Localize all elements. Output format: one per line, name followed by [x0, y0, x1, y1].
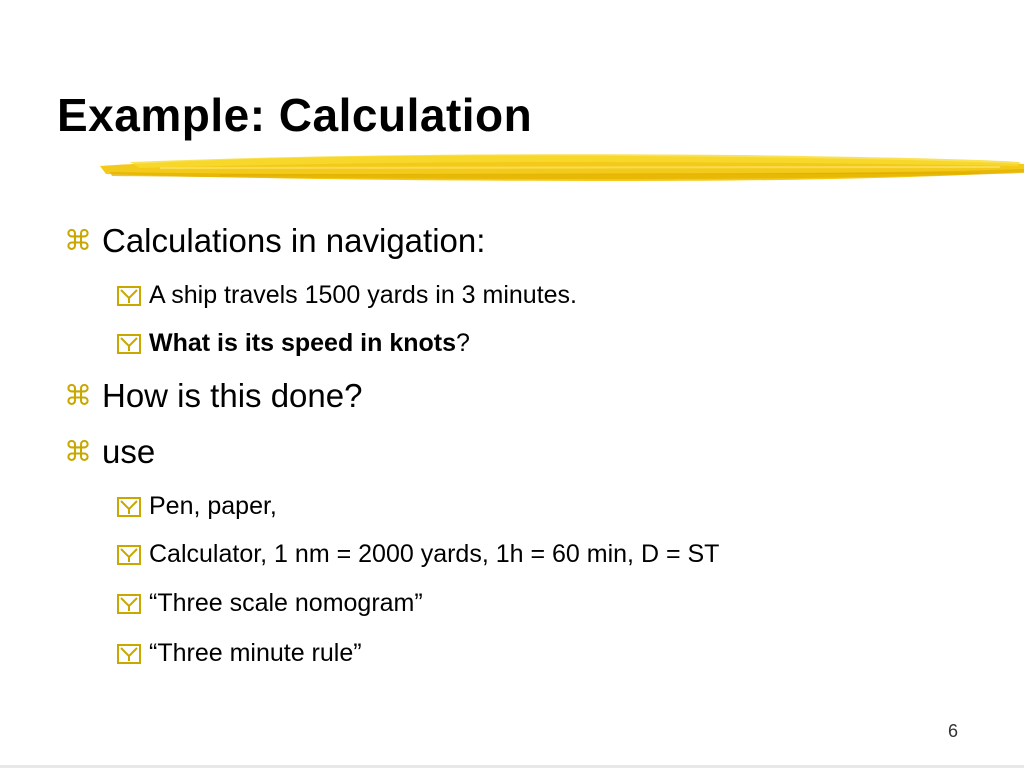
- sub-bullet-text: “Three scale nomogram”: [149, 589, 423, 617]
- sub-bullet-item: [117, 589, 423, 618]
- sub-bullet-item: [117, 639, 362, 668]
- command-key-icon: ⌘: [64, 379, 92, 412]
- sub-bullet-item: [117, 281, 577, 310]
- bullet-item: [64, 433, 155, 471]
- command-key-icon: ⌘: [64, 435, 92, 468]
- page-number: 6: [947, 721, 958, 741]
- sub-bullet-text: A ship travels 1500 yards in 3 minutes.: [149, 281, 578, 309]
- bullet-item: [64, 222, 485, 260]
- bullet-item: [64, 377, 362, 415]
- sub-bullet-text: ?: [456, 329, 470, 357]
- sub-bullet-item: [117, 492, 277, 521]
- slide-title: Example: Calculation: [57, 89, 533, 141]
- bullet-text: Calculations in navigation:: [102, 222, 486, 259]
- checkbox-icon: [117, 545, 141, 565]
- bullet-text: How is this done?: [102, 377, 363, 414]
- checkbox-icon: [117, 334, 141, 354]
- checkbox-icon: [117, 594, 141, 614]
- command-key-icon: ⌘: [64, 224, 92, 257]
- checkbox-icon: [117, 497, 141, 517]
- sub-bullet-text: Calculator, 1 nm = 2000 yards, 1h = 60 min, D = ST: [149, 540, 720, 568]
- sub-bullet-item: [117, 540, 719, 569]
- sub-bullet-item: [117, 329, 470, 358]
- bullet-text: use: [102, 433, 156, 470]
- checkbox-icon: [117, 286, 141, 306]
- checkbox-icon: [117, 644, 141, 664]
- sub-bullet-text: Pen, paper,: [149, 492, 277, 520]
- sub-bullet-bold-text: What is its speed in knots: [149, 329, 456, 357]
- sub-bullet-text: “Three minute rule”: [149, 639, 362, 667]
